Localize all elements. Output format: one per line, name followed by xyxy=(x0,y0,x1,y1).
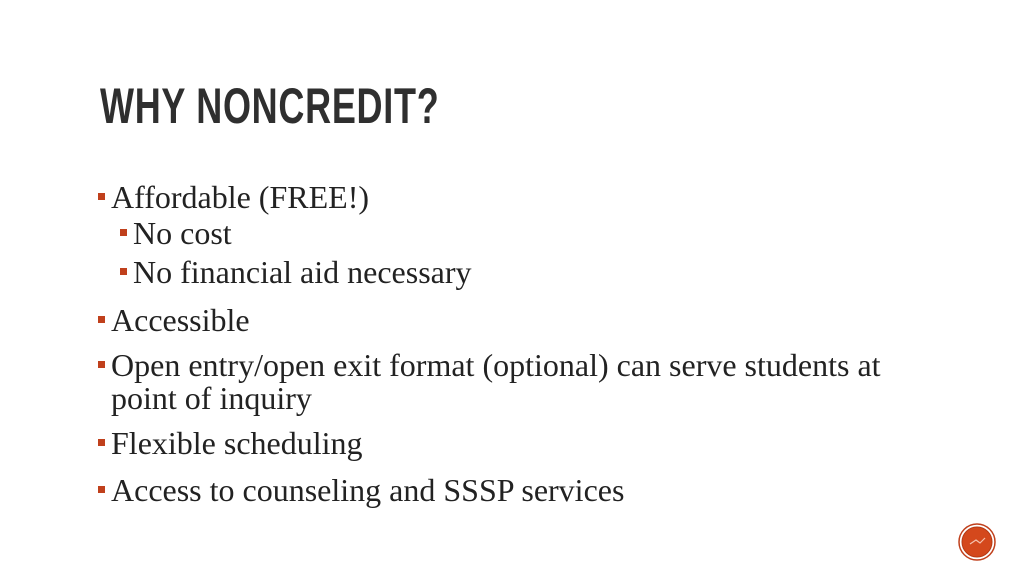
bullet-text: No cost xyxy=(133,215,232,251)
bullet-text: Accessible xyxy=(111,302,250,338)
bullet-text: No financial aid necessary xyxy=(133,254,472,290)
bullet-item xyxy=(98,349,901,415)
bullet-item xyxy=(98,474,624,507)
slide-title: WHY NONCREDIT? xyxy=(100,78,440,134)
circular-logo-icon xyxy=(958,523,996,561)
square-bullet-icon xyxy=(120,229,127,236)
square-bullet-icon xyxy=(98,439,105,446)
bullet-item xyxy=(98,427,363,460)
square-bullet-icon xyxy=(98,316,105,323)
sub-bullet-item xyxy=(120,256,472,289)
bullet-item xyxy=(98,304,250,337)
square-bullet-icon xyxy=(98,193,105,200)
square-bullet-icon xyxy=(120,268,127,275)
bullet-item xyxy=(98,181,369,214)
bullet-text: Affordable (FREE!) xyxy=(111,179,369,215)
square-bullet-icon xyxy=(98,361,105,368)
bullet-text: Flexible scheduling xyxy=(111,425,363,461)
bullet-text: Access to counseling and SSSP services xyxy=(111,472,625,508)
bullet-text: Open entry/open exit format (optional) can serve students at point of inquiry xyxy=(111,347,881,416)
square-bullet-icon xyxy=(98,486,105,493)
sub-bullet-item xyxy=(120,217,232,250)
